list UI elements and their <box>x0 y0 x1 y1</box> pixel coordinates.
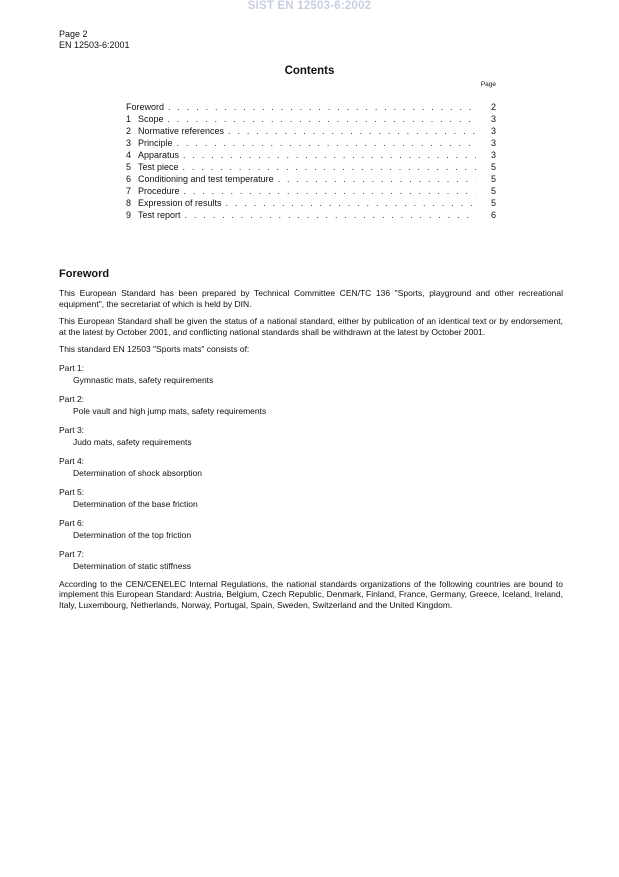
toc-entry-label: Conditioning and test temperature <box>138 174 274 184</box>
foreword-paragraph: This European Standard has been prepared by Technical Committee CEN/TC 136 "Sports, playground and other recreational equipment", the secretariat of which is held by DIN. <box>59 288 563 309</box>
toc-entry-page: 2 <box>490 102 496 112</box>
toc-entry-label: Foreword <box>126 102 165 112</box>
toc-leader-dots <box>177 137 476 149</box>
foreword-paragraph: This standard EN 12503 "Sports mats" consists of: <box>59 344 250 354</box>
watermark: SIST EN 12503-6:2002 <box>247 0 372 12</box>
toc-entry-apparatus[interactable] <box>126 149 496 161</box>
toc-entry-page: 3 <box>490 138 496 148</box>
part-label: Part 5: <box>59 486 85 497</box>
part-item <box>59 517 563 541</box>
part-description: Determination of the top friction <box>73 529 192 540</box>
toc-entry-label: Test piece <box>138 162 179 172</box>
part-description: Determination of shock absorption <box>73 467 202 478</box>
part-item <box>59 486 563 510</box>
toc-entry-number: 7 <box>126 186 132 196</box>
toc-entry-page: 5 <box>490 162 496 172</box>
toc-entry-expression-of-results[interactable] <box>126 197 496 209</box>
page-header <box>59 29 130 51</box>
foreword-section <box>59 268 563 617</box>
toc-leader-dots <box>228 125 476 137</box>
toc-entry-page: 3 <box>490 150 496 160</box>
part-item <box>59 424 563 448</box>
toc-entry-page: 3 <box>490 126 496 136</box>
toc-entry-page: 5 <box>490 198 496 208</box>
toc-leader-dots <box>168 101 476 113</box>
toc-entry-number: 3 <box>126 138 132 148</box>
part-label: Part 4: <box>59 455 85 466</box>
part-item <box>59 455 563 479</box>
foreword-heading: Foreword <box>59 268 110 280</box>
toc-entry-number: 6 <box>126 174 132 184</box>
page-column-label: Page <box>480 81 496 88</box>
part-label: Part 1: <box>59 362 85 373</box>
toc-leader-dots <box>278 173 476 185</box>
toc-entry-principle[interactable] <box>126 137 496 149</box>
toc-entry-test-piece[interactable] <box>126 161 496 173</box>
part-description: Determination of static stiffness <box>73 560 191 571</box>
toc-entry-conditioning[interactable] <box>126 173 496 185</box>
part-label: Part 6: <box>59 517 85 528</box>
toc-entry-page: 3 <box>490 114 496 124</box>
foreword-paragraph: This European Standard shall be given the status of a national standard, either by publication of an identical text or by endorsement, at the latest by October 2001, and conflicting national standards shall be withdrawn at the latest by October 2001. <box>59 316 563 337</box>
part-label: Part 7: <box>59 548 85 559</box>
toc-entry-test-report[interactable] <box>126 209 496 221</box>
table-of-contents <box>126 101 496 221</box>
part-description: Judo mats, safety requirements <box>73 436 192 447</box>
part-description: Determination of the base friction <box>73 498 198 509</box>
toc-leader-dots <box>185 209 476 221</box>
toc-entry-label: Normative references <box>138 126 225 136</box>
toc-leader-dots <box>168 113 476 125</box>
toc-leader-dots <box>183 149 476 161</box>
part-label: Part 3: <box>59 424 85 435</box>
toc-entry-page: 5 <box>490 174 496 184</box>
part-item <box>59 548 563 572</box>
toc-leader-dots <box>226 197 476 209</box>
toc-entry-procedure[interactable] <box>126 185 496 197</box>
toc-entry-number: 2 <box>126 126 132 136</box>
part-label: Part 2: <box>59 393 85 404</box>
toc-entry-label: Procedure <box>138 186 180 196</box>
toc-entry-number: 1 <box>126 114 132 124</box>
foreword-paragraph: According to the CEN/CENELEC Internal Regulations, the national standards organizations of the following countries are bound to implement this European Standard: Austria, Belgium, Czech Republic, Denmark, Finland, France, Germany, Greece, Iceland, Ireland, Italy, Luxembourg, Netherlands, Norway, Portugal, Spain, Sweden, Switzerland and the United Kingdom. <box>59 578 563 610</box>
toc-entry-number: 8 <box>126 198 132 208</box>
toc-entry-number: 4 <box>126 150 132 160</box>
part-item <box>59 393 563 417</box>
toc-entry-label: Test report <box>138 210 181 220</box>
toc-leader-dots <box>183 161 476 173</box>
part-description: Pole vault and high jump mats, safety requirements <box>73 405 267 416</box>
toc-entry-number: 9 <box>126 210 132 220</box>
toc-entry-normative-references[interactable] <box>126 125 496 137</box>
part-description: Gymnastic mats, safety requirements <box>73 374 214 385</box>
toc-leader-dots <box>184 185 476 197</box>
toc-entry-page: 6 <box>490 210 496 220</box>
toc-entry-foreword[interactable] <box>126 101 496 113</box>
toc-entry-label: Scope <box>138 114 164 124</box>
toc-entry-label: Expression of results <box>138 198 222 208</box>
page-number: Page 2 <box>59 29 88 39</box>
toc-entry-scope[interactable] <box>126 113 496 125</box>
toc-entry-label: Apparatus <box>138 150 180 160</box>
toc-entry-page: 5 <box>490 186 496 196</box>
contents-title: Contents <box>284 65 335 77</box>
part-item <box>59 362 563 386</box>
toc-entry-label: Principle <box>138 138 173 148</box>
document-id: EN 12503-6:2001 <box>59 40 130 50</box>
toc-entry-number: 5 <box>126 162 132 172</box>
